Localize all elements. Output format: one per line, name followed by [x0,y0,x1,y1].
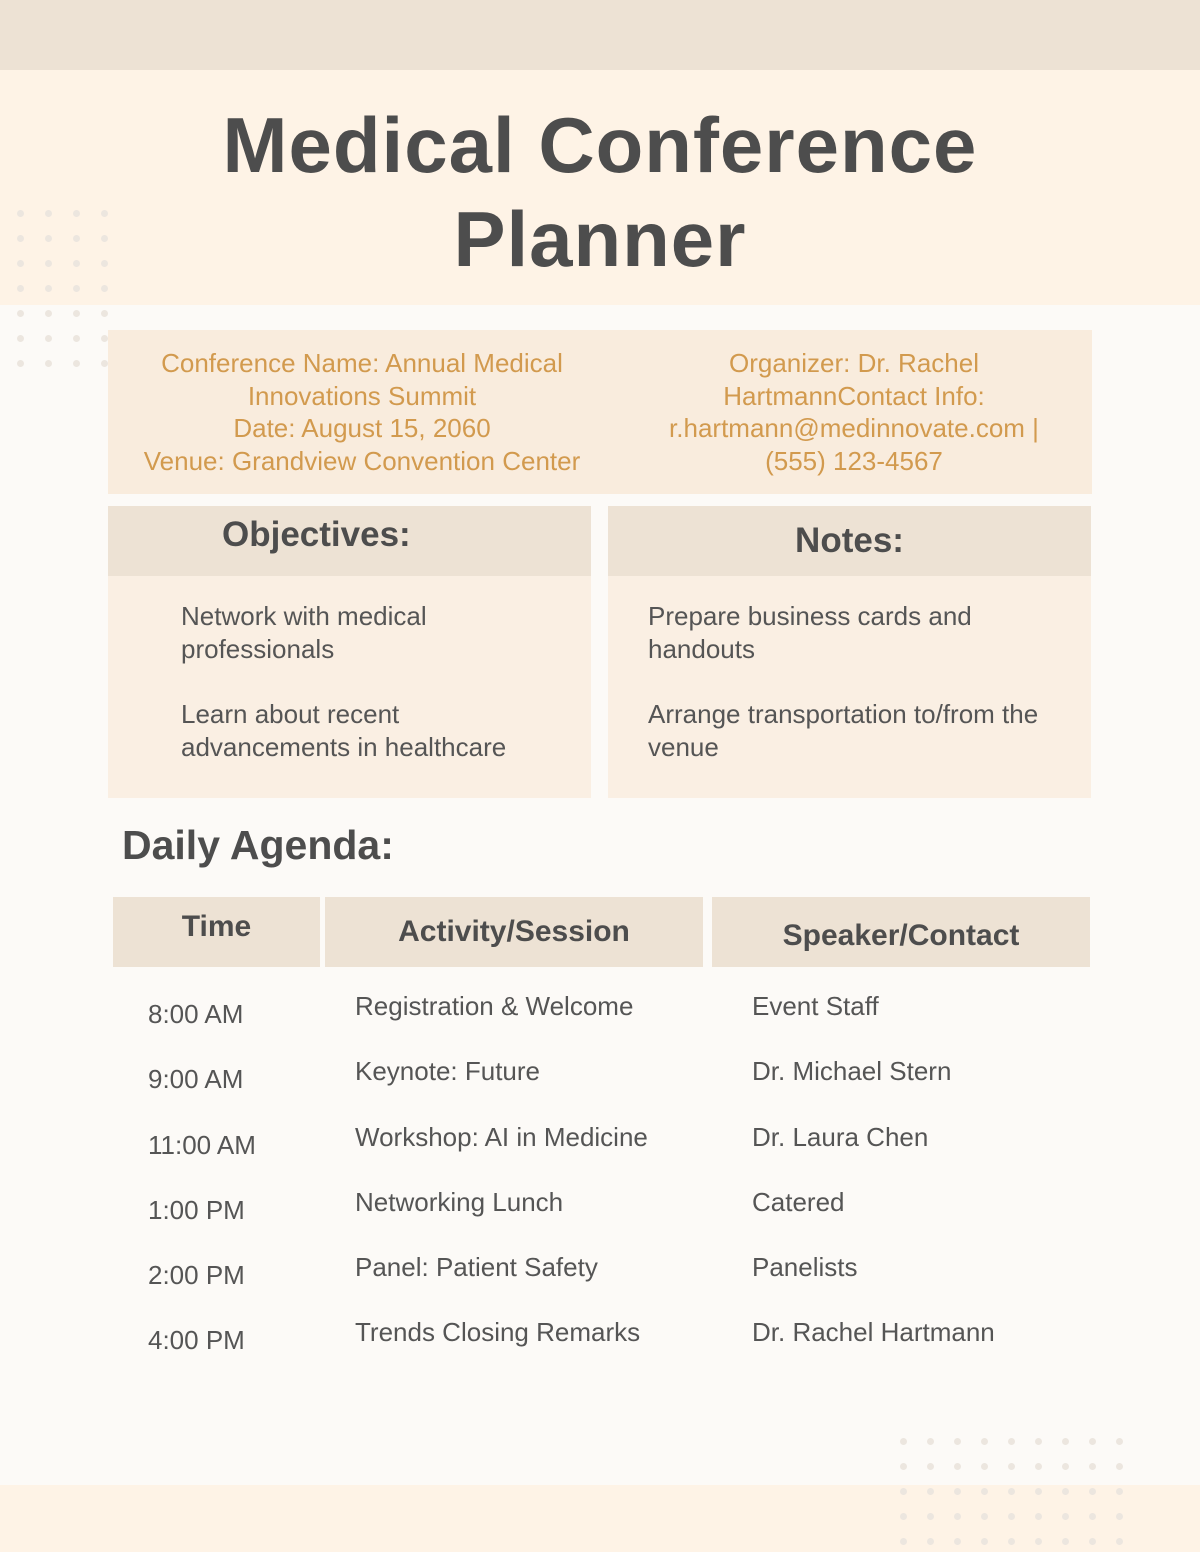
row-speaker: Dr. Rachel Hartmann [752,1317,995,1348]
row-activity: Keynote: Future [355,1056,540,1087]
decorative-dot [954,1488,961,1495]
row-speaker: Dr. Michael Stern [752,1056,952,1087]
row-time: 8:00 AM [148,999,244,1029]
decorative-dot [101,360,108,367]
row-activity: Networking Lunch [355,1186,564,1217]
notes-card [608,506,1091,798]
decorative-dot [981,1438,988,1445]
organizer-details [616,330,1092,494]
decorative-dot [927,1488,934,1495]
objectives-heading: Objectives: [108,506,591,576]
objective-item: Learn about recent advancements in healthcare [181,699,507,762]
decorative-dot [1008,1488,1015,1495]
decorative-dot [73,285,80,292]
column-header-time [113,897,320,967]
decorative-dot [1089,1538,1096,1545]
decorative-dot [45,310,52,317]
decorative-dot [1116,1438,1123,1445]
table-row [0,1246,1200,1311]
decorative-dot [1008,1513,1015,1520]
row-speaker: Dr. Laura Chen [752,1121,929,1152]
decorative-dot [17,285,24,292]
decorative-dot [17,310,24,317]
decorative-dot [954,1463,961,1470]
decorative-dot [981,1463,988,1470]
note-item: Arrange transportation to/from the venue [648,699,1039,762]
decorative-dot [73,360,80,367]
objectives-card [108,506,591,798]
decorative-dot [17,335,24,342]
decorative-dot [927,1513,934,1520]
decorative-dot [1062,1513,1069,1520]
decorative-dot [101,310,108,317]
decorative-dot [1116,1538,1123,1545]
decorative-dot [73,310,80,317]
page-title [0,98,1200,286]
decorative-dot [900,1463,907,1470]
row-time: 1:00 PM [148,1194,245,1225]
info-line: r.hartmann@medinnovate.com | [669,413,1039,443]
decorative-dot [900,1513,907,1520]
notes-list [608,576,1091,764]
decorative-dot [1035,1463,1042,1470]
decorative-dot [1035,1488,1042,1495]
decorative-dot [73,335,80,342]
decorative-dot [981,1538,988,1545]
decorative-dot [981,1488,988,1495]
decorative-dot [1116,1488,1123,1495]
row-time: 11:00 AM [148,1129,256,1160]
decorative-dot [45,360,52,367]
row-activity: Workshop: AI in Medicine [355,1121,648,1152]
notes-heading: Notes: [608,506,1091,576]
decorative-dot [1062,1463,1069,1470]
column-header-label: Speaker/Contact [782,919,1020,952]
column-header-speaker [712,897,1090,967]
info-line: Date: August 15, 2060 [233,413,491,443]
agenda-heading: Daily Agenda: [122,822,394,868]
decorative-dot [927,1538,934,1545]
info-line: Venue: Grandview Convention Center [143,445,581,476]
decorative-dot [954,1513,961,1520]
row-time: 4:00 PM [148,1325,245,1356]
decorative-dot [927,1438,934,1445]
decorative-dot [1089,1513,1096,1520]
decorative-dot [954,1538,961,1545]
note-item: Prepare business cards and handouts [648,601,972,664]
decorative-dot [900,1538,907,1545]
table-row [0,985,1200,1050]
objectives-list [108,576,591,764]
decorative-dot [1089,1463,1096,1470]
conference-info-box [108,330,1092,494]
decorative-dot [1008,1463,1015,1470]
decorative-dot [45,285,52,292]
table-row [0,1311,1200,1376]
decorative-dot-grid [900,1438,1123,1545]
table-row [0,1181,1200,1246]
top-band [0,0,1200,70]
decorative-dot [101,335,108,342]
row-activity: Registration & Welcome [355,991,634,1021]
decorative-dot [981,1513,988,1520]
info-line: (555) 123-4567 [765,445,943,476]
decorative-dot [1035,1538,1042,1545]
info-line: HartmannContact Info: [723,380,985,411]
column-header-label: Time [181,910,252,943]
decorative-dot [1089,1488,1096,1495]
decorative-dot [1089,1438,1096,1445]
decorative-dot [17,360,24,367]
conference-details [108,330,616,494]
row-time: 9:00 AM [148,1064,244,1095]
table-row [0,1116,1200,1181]
row-speaker: Event Staff [752,991,879,1021]
decorative-dot [1116,1463,1123,1470]
decorative-dot [1008,1538,1015,1545]
row-time: 2:00 PM [148,1260,245,1291]
row-activity: Panel: Patient Safety [355,1252,598,1283]
decorative-dot [954,1438,961,1445]
decorative-dot [1035,1513,1042,1520]
decorative-dot [900,1488,907,1495]
row-speaker: Catered [752,1186,845,1217]
objective-item: Network with medical professionals [181,601,427,664]
column-header-label: Activity/Session [398,915,630,948]
row-speaker: Panelists [752,1252,858,1283]
agenda-table-body [0,985,1200,1377]
title-line-1: Medical Conference [222,101,978,189]
title-line-2: Planner [453,195,747,283]
decorative-dot [1062,1538,1069,1545]
decorative-dot [1062,1488,1069,1495]
decorative-dot [45,335,52,342]
info-line: Innovations Summit [247,380,477,411]
table-row [0,1050,1200,1115]
decorative-dot [1062,1438,1069,1445]
decorative-dot [1116,1513,1123,1520]
decorative-dot [1035,1438,1042,1445]
decorative-dot [900,1438,907,1445]
column-header-activity [325,897,703,967]
row-activity: Trends Closing Remarks [355,1317,641,1348]
decorative-dot [101,285,108,292]
info-line: Organizer: Dr. Rachel [729,348,979,378]
info-line: Conference Name: Annual Medical [161,348,563,378]
decorative-dot [927,1463,934,1470]
decorative-dot [1008,1438,1015,1445]
